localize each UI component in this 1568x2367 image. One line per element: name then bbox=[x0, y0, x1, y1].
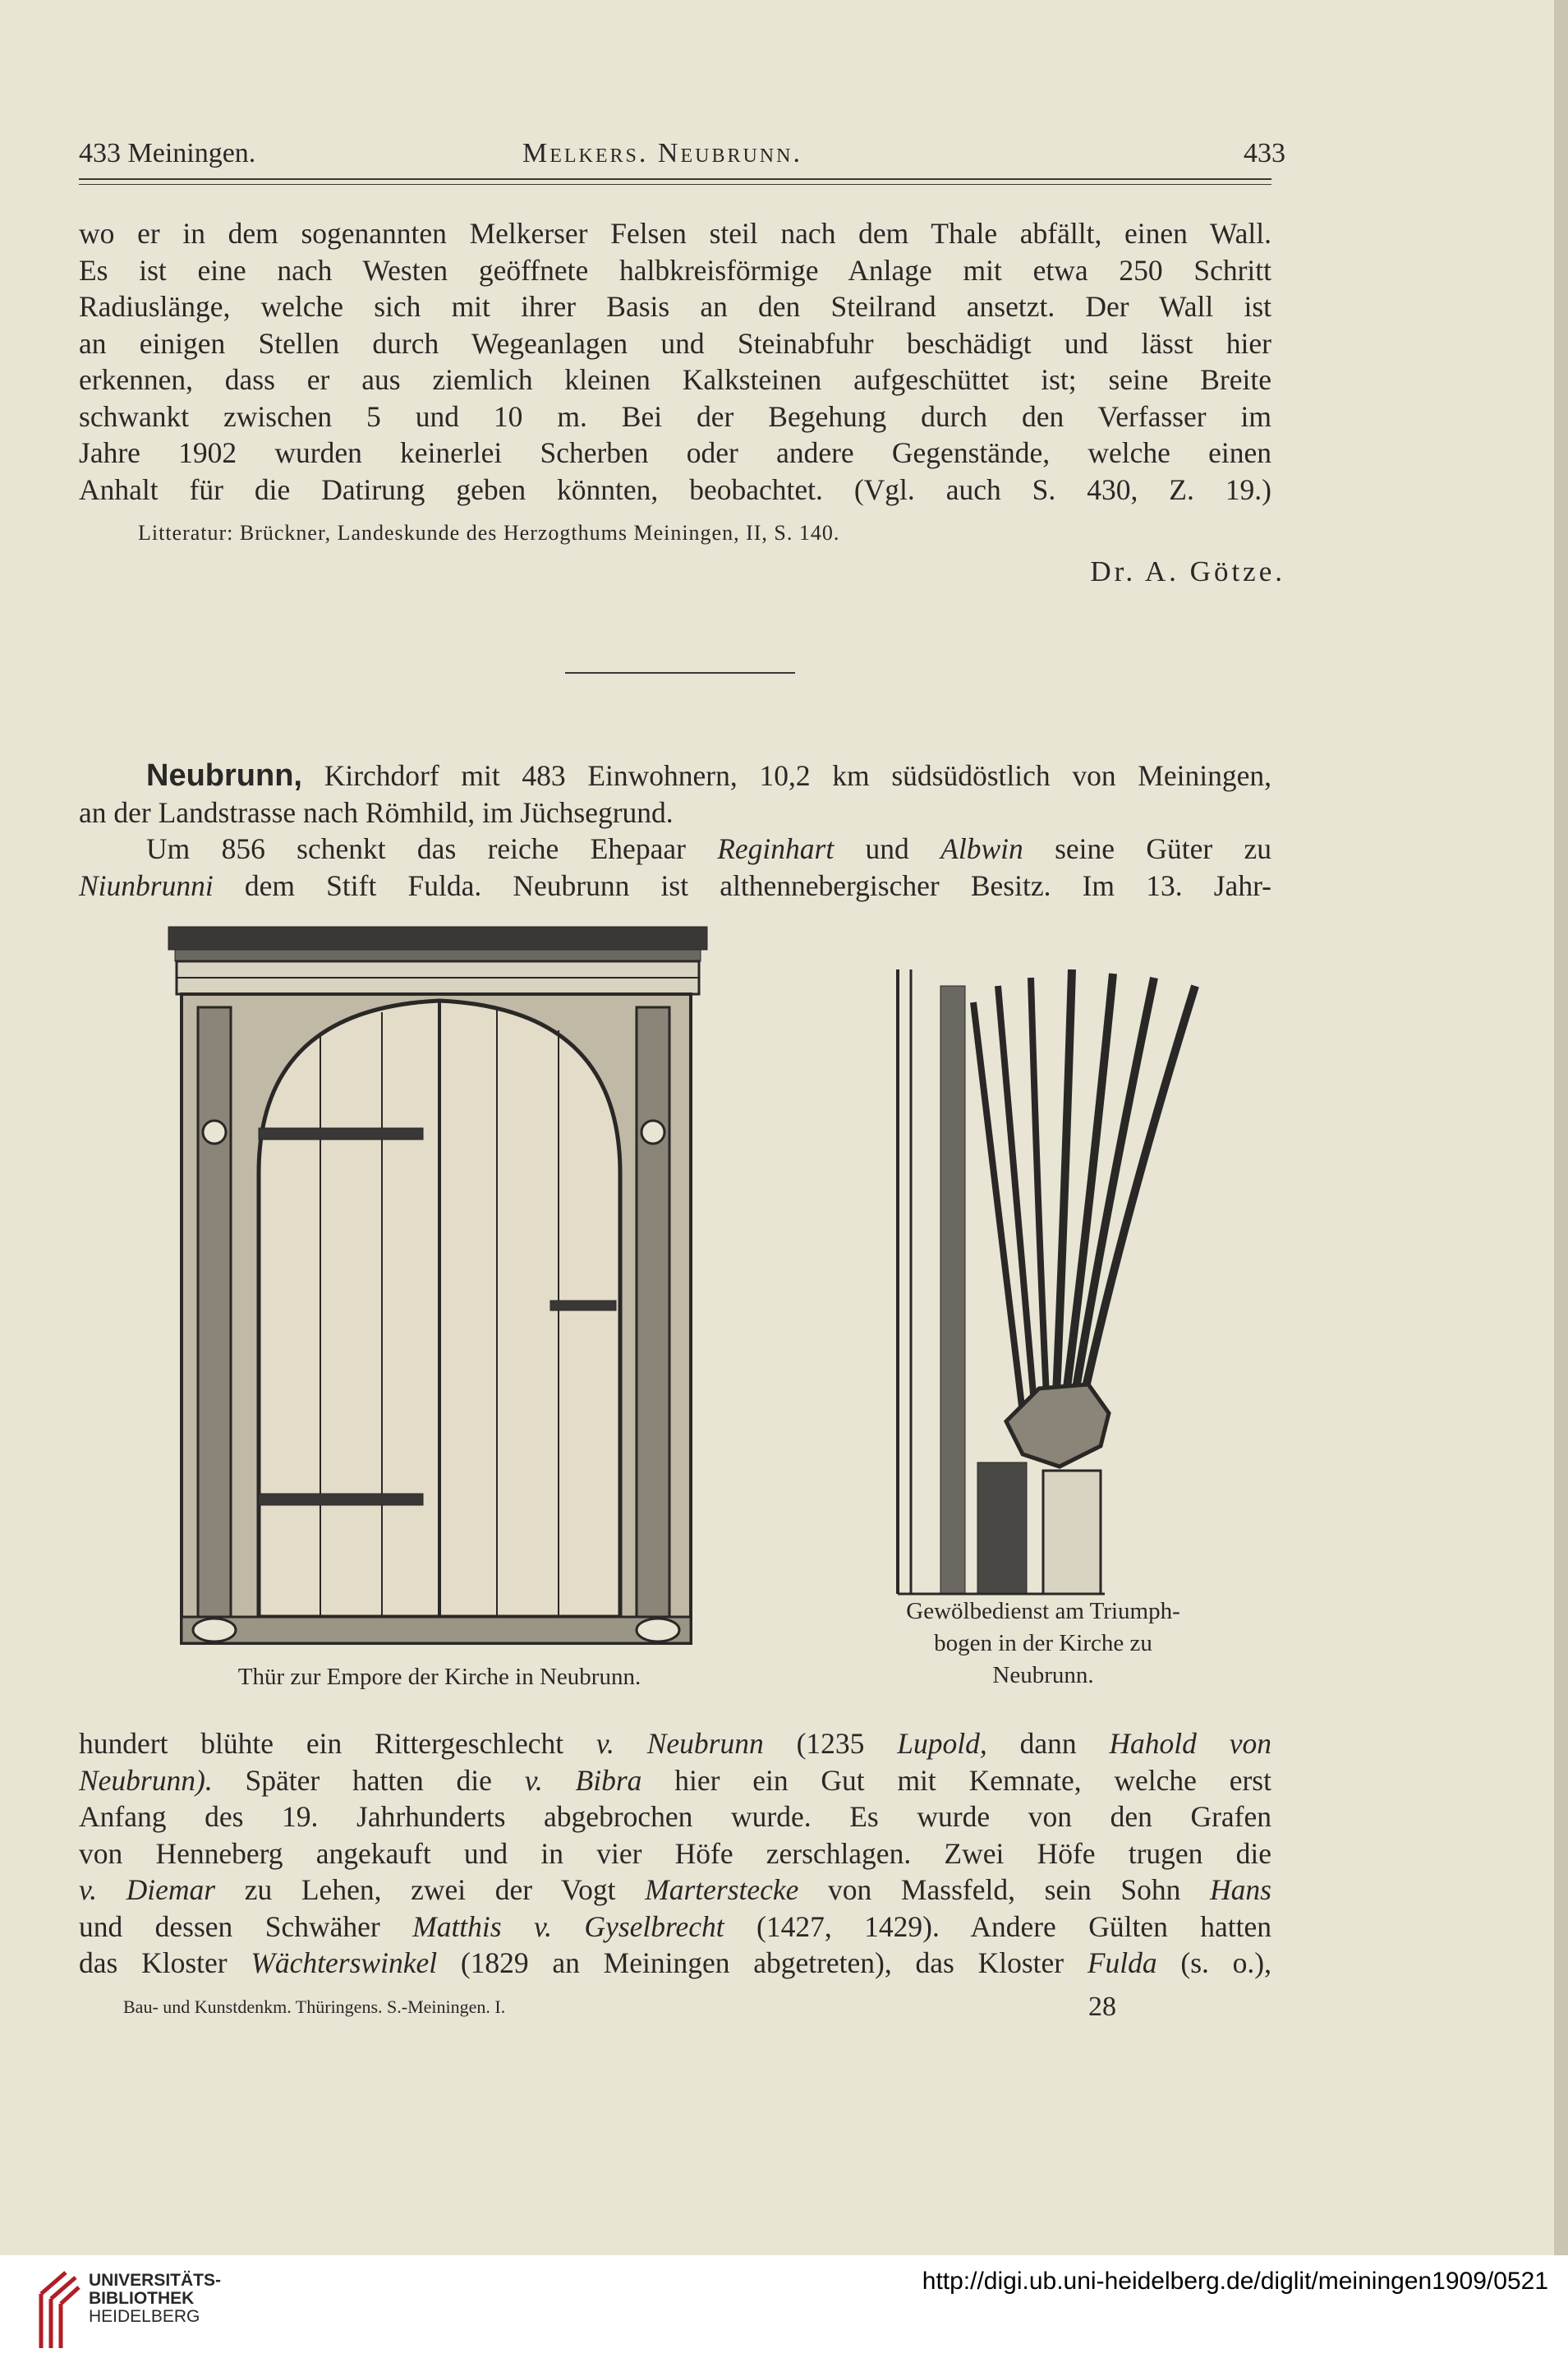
text-span: Um 856 schenkt das reiche Ehepaar bbox=[146, 832, 718, 865]
text-span: dem Stift Fulda. Neubrunn ist althennebergischer Besitz. Im 13. Jahr- bbox=[213, 868, 1271, 902]
text-span: hier ein Gut mit Kemnate, welche erst bbox=[641, 1763, 1271, 1797]
footer-sheet-number: 28 bbox=[1088, 1992, 1116, 2022]
vault-caption bbox=[854, 1596, 1232, 1692]
header-rule bbox=[79, 178, 1271, 180]
text-span: dann bbox=[986, 1727, 1110, 1760]
library-name-line: BIBLIOTHEK bbox=[89, 2289, 195, 2308]
running-head-center: Melkers. Neubrunn. bbox=[522, 138, 802, 168]
text-line bbox=[79, 1762, 1271, 1799]
library-name-line: HEIDELBERG bbox=[89, 2307, 200, 2326]
text-line bbox=[79, 868, 1271, 905]
text-span: (1427, 1429). Andere Gülten hatten bbox=[724, 1909, 1271, 1943]
text-italic: v. Bibra bbox=[524, 1763, 642, 1797]
vault-shaft-illustration bbox=[891, 953, 1212, 1602]
text-line: Anfang des 19. Jahrhunderts abgebrochen wurde. Es wurde von den Grafen bbox=[79, 1800, 1271, 1833]
page-edge bbox=[1554, 0, 1568, 2255]
text-span: das Kloster bbox=[79, 1946, 251, 1979]
text-span: Kirchdorf mit 483 Einwohnern, 10,2 km südsüdöstlich von Meiningen, bbox=[301, 759, 1271, 792]
text-italic: Matthis v. Gyselbrecht bbox=[412, 1909, 724, 1943]
paragraph-neubrunn-intro bbox=[79, 758, 1271, 904]
door-caption: Thür zur Empore der Kirche in Neubrunn. bbox=[237, 1664, 641, 1690]
text-line: an der Landstrasse nach Römhild, im Jüchsegrund. bbox=[79, 795, 674, 829]
text-span: (s. o.), bbox=[1156, 1946, 1271, 1979]
text-line: Es ist eine nach Westen geöffnete halbkreisförmige Anlage mit etwa 250 Schritt bbox=[79, 253, 1271, 287]
text-line: an einigen Stellen durch Wegeanlagen und Steinabfuhr beschädigt und lässt hier bbox=[79, 326, 1271, 360]
text-line bbox=[79, 1872, 1271, 1909]
section-separator bbox=[565, 672, 795, 674]
text-span: von Massfeld, sein Sohn bbox=[798, 1873, 1211, 1906]
text-span: und bbox=[834, 832, 941, 865]
caption-line: Neubrunn. bbox=[992, 1662, 1094, 1688]
place-niunbrunni: Niunbrunni bbox=[79, 868, 214, 902]
text-italic: Neubrunn). bbox=[79, 1763, 213, 1797]
text-line bbox=[79, 758, 1271, 794]
caption-line: Gewölbedienst am Triumph- bbox=[906, 1598, 1180, 1624]
header-rule-thin bbox=[79, 184, 1271, 185]
door-illustration bbox=[168, 927, 710, 1666]
footer-signature: Bau- und Kunstdenkm. Thüringens. S.-Meiningen. I. bbox=[123, 1996, 506, 2017]
entry-heading: Neubrunn, bbox=[146, 758, 302, 793]
author-signature: Dr. A. Götze. bbox=[1090, 555, 1285, 587]
text-line: wo er in dem sogenannten Melkerser Felsen steil nach dem Thale abfällt, einen Wall. bbox=[79, 217, 1271, 250]
text-line bbox=[79, 831, 1271, 868]
text-span: und dessen Schwäher bbox=[79, 1909, 413, 1943]
text-span: zu Lehen, zwei der Vogt bbox=[215, 1873, 646, 1906]
text-italic: Marterstecke bbox=[645, 1873, 799, 1906]
running-head-page-number: 433 bbox=[1244, 138, 1285, 168]
source-url-link[interactable]: http://digi.ub.uni-heidelberg.de/diglit/meiningen1909/0521 bbox=[922, 2268, 1548, 2295]
text-italic: Fulda bbox=[1087, 1946, 1157, 1979]
text-line bbox=[79, 1909, 1271, 1946]
text-line: Radiuslänge, welche sich mit ihrer Basis an den Steilrand ansetzt. Der Wall ist bbox=[79, 290, 1271, 323]
text-line bbox=[79, 1725, 1271, 1762]
text-span: (1829 an Meiningen abgetreten), das Kloster bbox=[437, 1946, 1087, 1979]
library-name bbox=[89, 2272, 221, 2326]
text-span: seine Güter zu bbox=[1023, 832, 1272, 865]
paragraph-neubrunn-history bbox=[79, 1725, 1271, 1982]
text-line: Jahre 1902 wurden keinerlei Scherben oder andere Gegenstände, welche einen bbox=[79, 436, 1271, 469]
caption-line: bogen in der Kirche zu bbox=[934, 1630, 1152, 1656]
text-line: erkennen, dass er aus ziemlich kleinen Kalksteinen aufgeschüttet ist; seine Breite bbox=[79, 363, 1271, 396]
library-logo-icon bbox=[33, 2269, 82, 2351]
text-line: Anhalt für die Datirung geben könnten, beobachtet. (Vgl. auch S. 430, Z. 19.) bbox=[79, 472, 1271, 506]
text-line: von Henneberg angekauft und in vier Höfe zerschlagen. Zwei Höfe trugen die bbox=[79, 1836, 1271, 1870]
text-line bbox=[79, 1945, 1271, 1982]
text-span: (1235 bbox=[763, 1727, 898, 1760]
text-italic: v. Diemar bbox=[79, 1873, 216, 1906]
literature-reference: Litteratur: Brückner, Landeskunde des Herzogthums Meiningen, II, S. 140. bbox=[138, 521, 840, 545]
text-span: hundert blühte ein Rittergeschlecht bbox=[79, 1727, 596, 1760]
name-albwin: Albwin bbox=[940, 832, 1023, 865]
text-italic: v. Neubrunn bbox=[595, 1727, 764, 1760]
text-span: Später hatten die bbox=[212, 1763, 525, 1797]
name-reginhart: Reginhart bbox=[717, 832, 835, 865]
text-italic: Wächterswinkel bbox=[251, 1946, 438, 1979]
running-head-left: 433 Meiningen. bbox=[79, 138, 256, 168]
library-name-line: UNIVERSITÄTS- bbox=[89, 2271, 222, 2290]
text-italic: Hahold von bbox=[1109, 1727, 1272, 1760]
paragraph-melkers bbox=[79, 215, 1271, 508]
text-italic: Lupold, bbox=[897, 1727, 987, 1760]
text-line: schwankt zwischen 5 und 10 m. Bei der Begehung durch den Verfasser im bbox=[79, 399, 1271, 433]
text-italic: Hans bbox=[1210, 1873, 1271, 1906]
